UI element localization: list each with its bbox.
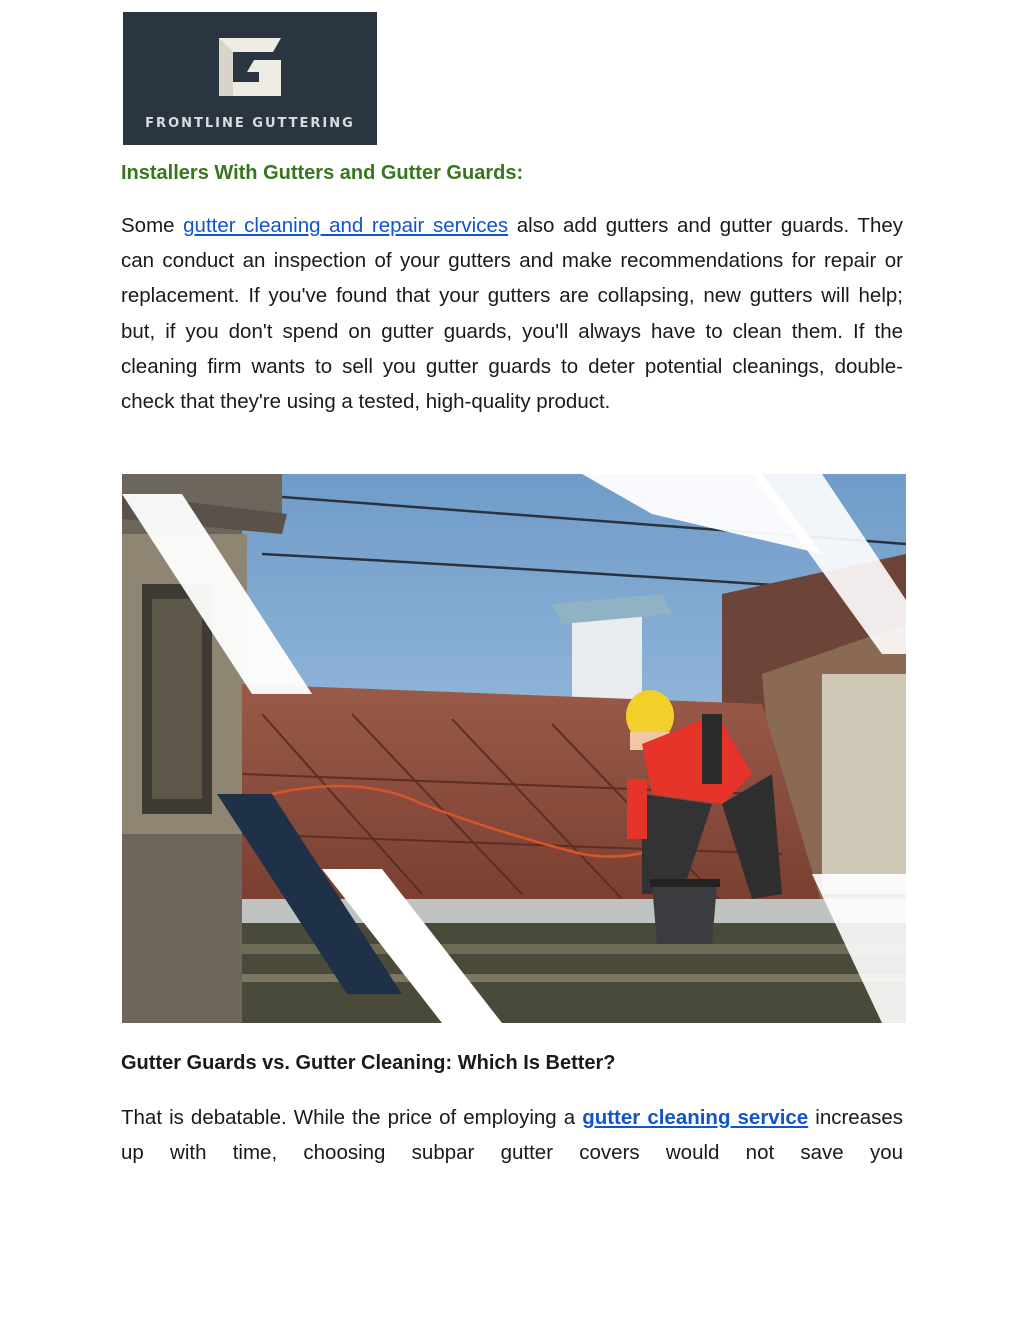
gutter-cleaning-service-link[interactable]: gutter cleaning service (582, 1106, 809, 1129)
worker-cleaning-gutter-image-icon (122, 474, 906, 1023)
section-heading-installers: Installers With Gutters and Gutter Guards: (121, 162, 524, 184)
paragraph-text: also add gutters and gutter guards. They can conduct an inspection of your gutters and make recommendations for repair or replacement. If you've found that your gutters are collapsing, new gutters will help; but, if you don't spend on gutter guards, you'll always have to clean them. If the cleaning firm wants to sell you gutter guards to deter potential cleanings, double-check that they're using a tested, high-quality product. (121, 214, 904, 414)
company-logo (123, 12, 377, 145)
paragraph-text: Some (121, 214, 184, 237)
paragraph-installers (121, 208, 903, 419)
paragraph-debatable (121, 1100, 903, 1170)
worker-on-roof-photo (122, 474, 906, 1023)
logo-text: FRONTLINE GUTTERING (145, 116, 355, 131)
section-heading-guards-vs-cleaning: Gutter Guards vs. Gutter Cleaning: Which Is Better? (121, 1052, 616, 1074)
paragraph-text: That is debatable. While the price of employing a (121, 1106, 583, 1129)
gutter-cleaning-repair-link[interactable]: gutter cleaning and repair services (183, 214, 509, 237)
paragraph-text: increases up with time, choosing subpar gutter covers would not save you (121, 1106, 904, 1165)
